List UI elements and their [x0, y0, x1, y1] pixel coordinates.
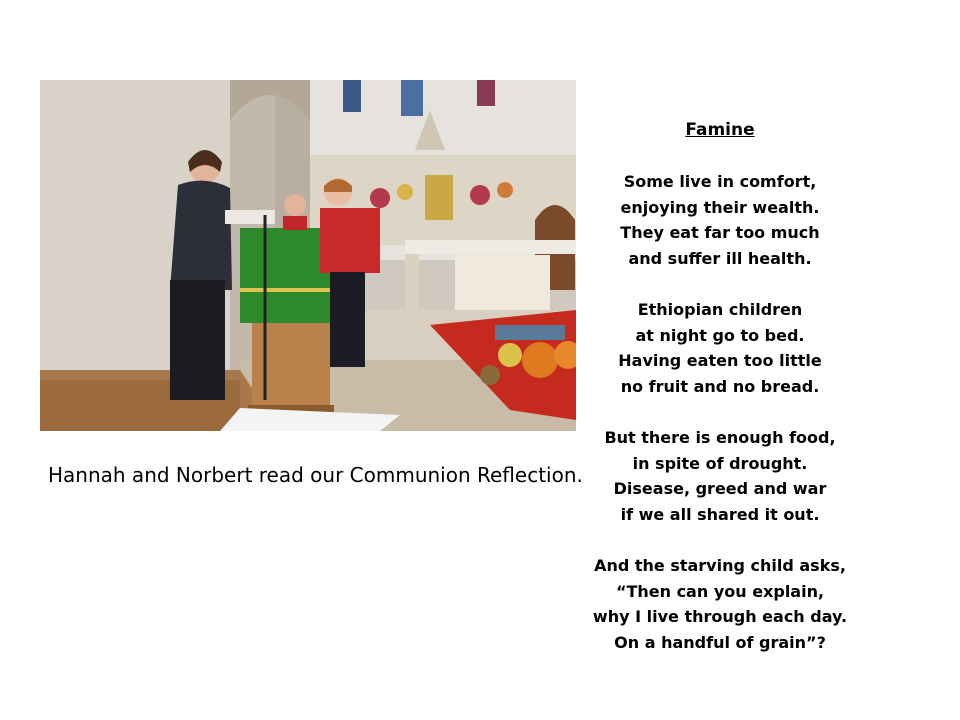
poem [585, 118, 855, 681]
poem-line: Some live in comfort, [623, 172, 817, 192]
poem-stanza [585, 425, 855, 527]
poem-line: and suffer ill health. [628, 248, 812, 268]
poem-line: if we all shared it out. [620, 504, 820, 524]
poem-line: no fruit and no bread. [620, 376, 820, 396]
photo-illustration [40, 80, 576, 431]
poem-line: at night go to bed. [635, 325, 805, 345]
poem-line: They eat far too much [620, 223, 820, 243]
poem-line: in spite of drought. [632, 453, 808, 473]
poem-stanza [585, 169, 855, 271]
poem-stanza [585, 553, 855, 655]
poem-line: Having eaten too little [618, 351, 822, 371]
poem-line: enjoying their wealth. [620, 197, 820, 217]
poem-title: Famine [685, 120, 755, 140]
church-reading-photo [40, 80, 576, 431]
poem-stanza [585, 297, 855, 399]
poem-line: why I live through each day. [592, 607, 848, 627]
poem-line: And the starving child asks, [594, 556, 846, 576]
poem-line: But there is enough food, [604, 428, 836, 448]
poem-line: Ethiopian children [637, 300, 803, 320]
photo-caption: Hannah and Norbert read our Communion Reflection. [48, 463, 583, 487]
poem-line: On a handful of grain”? [614, 632, 826, 652]
poem-line: Disease, greed and war [613, 479, 827, 499]
poem-line: “Then can you explain, [615, 581, 825, 601]
